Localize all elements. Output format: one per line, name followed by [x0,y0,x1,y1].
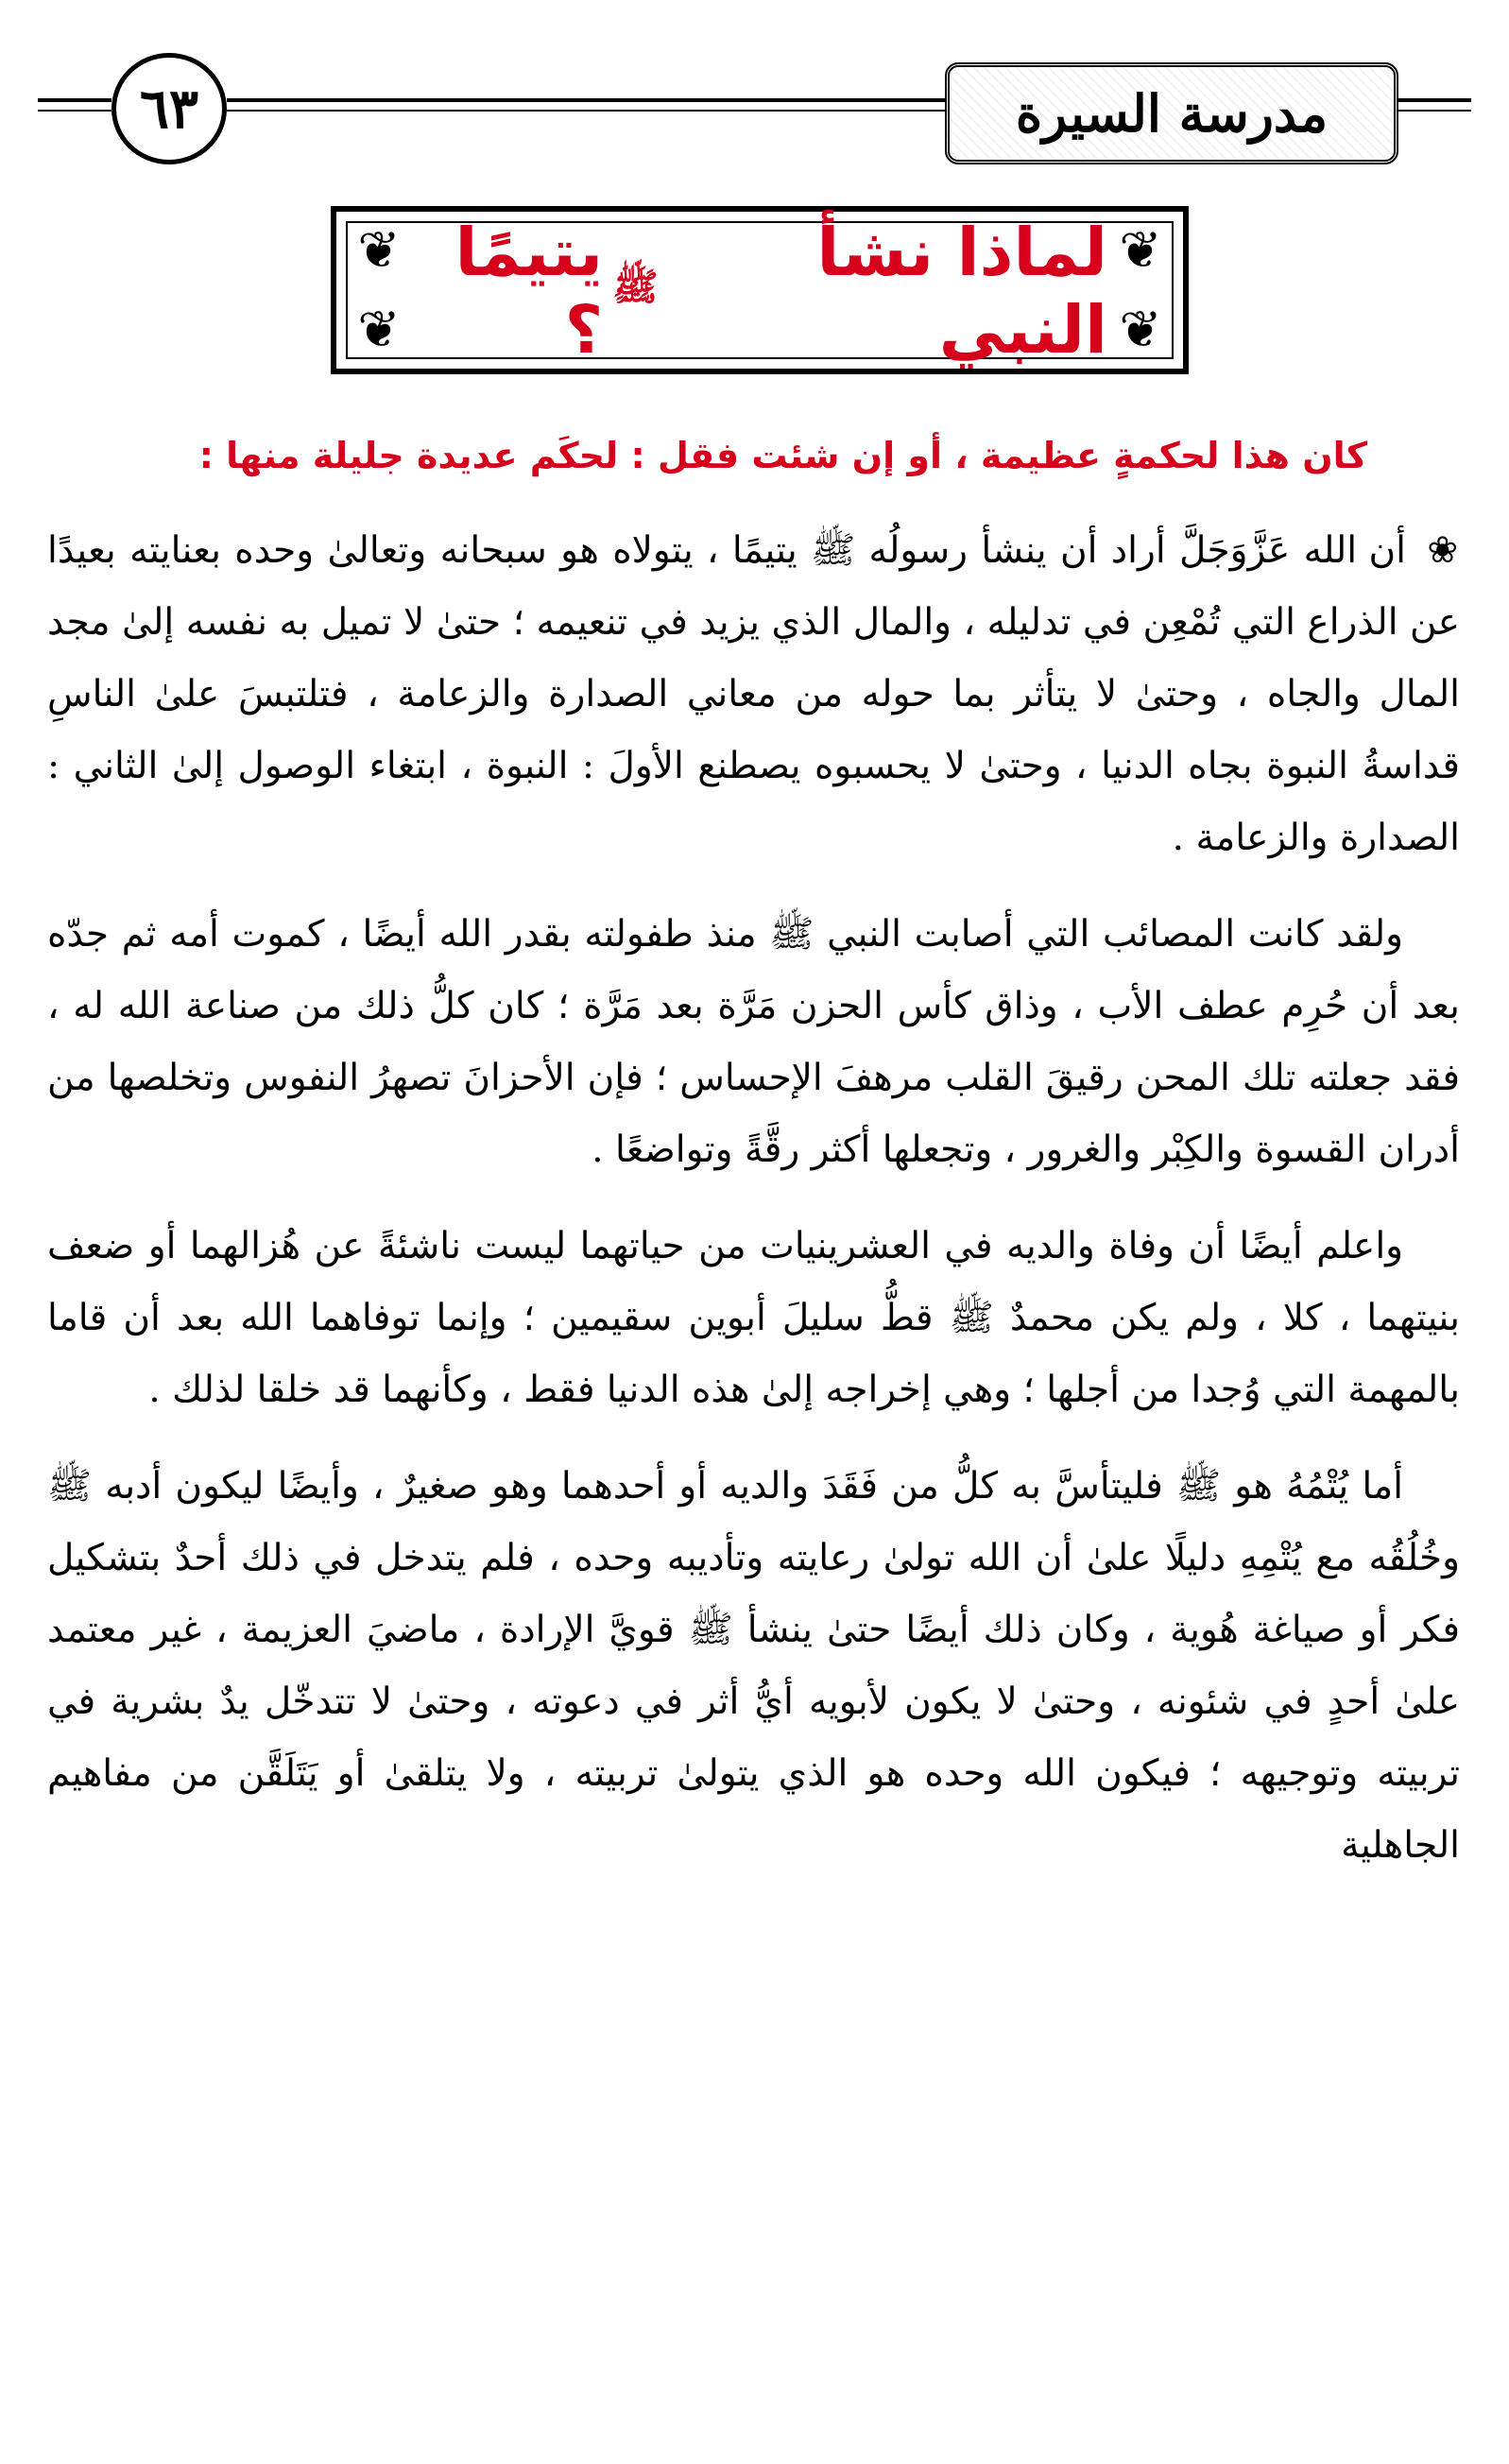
ornament-corner-icon: ❦ [357,220,401,280]
honorific-icon: ﷺ [612,266,659,309]
ornament-corner-icon: ❦ [1119,300,1162,359]
header-rule-left-thin [38,110,111,112]
ornament-corner-icon: ❦ [357,300,401,359]
header-rule-right [1398,98,1471,102]
chapter-title-part1: لماذا نشأ النبي [816,214,1107,369]
paragraph: ولقد كانت المصائب التي أصابت النبي ﷺ منذ طفولته بقدر الله أيضًا ، كموت أمه ثم جدّه بعد أن حُرِم عطف الأب ، وذاق كأس الحزن مَرَّة بعد مَرَّة ؛ كان كلُّ ذلك من صناعة الله له ، فقد جعلته تلك المحن رقيقَ القلب مرهفَ الإحساس ؛ فإن الأحزانَ تصهرُ النفوس وتخلصها من أدران القسوة والكِبْر والغرور ، وتجعلها أكثر رقَّةً وتواضعًا . [47,913,1460,1171]
running-title: مدرسة السيرة [945,62,1398,164]
paragraph: أما يُتْمُهُ هو ﷺ فليتأسَّ به كلُّ من فَقَدَ والديه أو أحدهما وهو صغيرٌ ، وأيضًا ليكون أدبه ﷺ وخُلُقُه مع يُتْمِهِ دليلًا علىٰ أن الله تولىٰ رعايته وتأديبه وحده ، فلم يتدخل في ذلك أحدٌ بتشكيل فكر أو صياغة هُوية ، وكان ذلك أيضًا حتىٰ ينشأ ﷺ قويَّ الإرادة ، ماضيَ العزيمة ، غير معتمد علىٰ أحدٍ في شئونه ، وحتىٰ لا يكون لأبويه أيُّ أثر في دعوته ، وحتىٰ لا تتدخّل يدٌ بشرية في تربيته وتوجيهه ؛ فيكون الله وحده هو الذي يتولىٰ تربيته ، ولا يتلقىٰ أو يَتَلَقَّن من مفاهيم الجاهلية [47,1465,1460,1867]
header-rule-middle-thin [227,110,945,112]
chapter-title-frame [331,206,1189,374]
header-rule-left [38,98,111,102]
flower-bullet-icon: ❀ [1427,529,1460,572]
header-rule-middle [227,98,945,102]
body-text [47,515,1460,1906]
ornament-corner-icon: ❦ [1119,220,1162,280]
paragraph: واعلم أيضًا أن وفاة والديه في العشرينيات من حياتهما ليست ناشئةً عن هُزالهما أو ضعف بنيتهما ، كلا ، ولم يكن محمدٌ ﷺ قطُّ سليلَ أبوين سقيمين ؛ وإنما توفاهما الله بعد أن قاما بالمهمة التي وُجدا من أجلها ؛ وهي إخراجه إلىٰ هذه الدنيا فقط ، وكأنهما قد خلقا لذلك . [47,1225,1460,1411]
paragraph [47,515,1460,874]
chapter-title-part2: يتيمًا ؟ [454,214,604,369]
intro-line: كان هذا لحكمةٍ عظيمة ، أو إن شئت فقل : لحكَم عديدة جليلة منها : [198,435,1367,476]
page-number: ٦٣ [111,53,227,164]
paragraph-text: أن الله عَزَّوَجَلَّ أراد أن ينشأ رسولُه ﷺ يتيمًا ، يتولاه هو سبحانه وتعالىٰ وحده بعنايته بعيدًا عن الذراع التي تُمْعِن في تدليله ، والمال الذي يزيد في تنعيمه ؛ حتىٰ لا تميل به نفسه إلىٰ مجد المال والجاه ، وحتىٰ لا يتأثر بما حوله من معاني الصدارة والزعامة ، فتلتبسَ علىٰ الناسِ قداسةُ النبوة بجاه الدنيا ، وحتىٰ لا يحسبوه يصطنع الأولَ : النبوة ، ابتغاء الوصول إلىٰ الثاني : الصدارة والزعامة . [47,529,1460,859]
header-rule-right-thin [1398,110,1471,112]
chapter-title [412,214,1107,369]
